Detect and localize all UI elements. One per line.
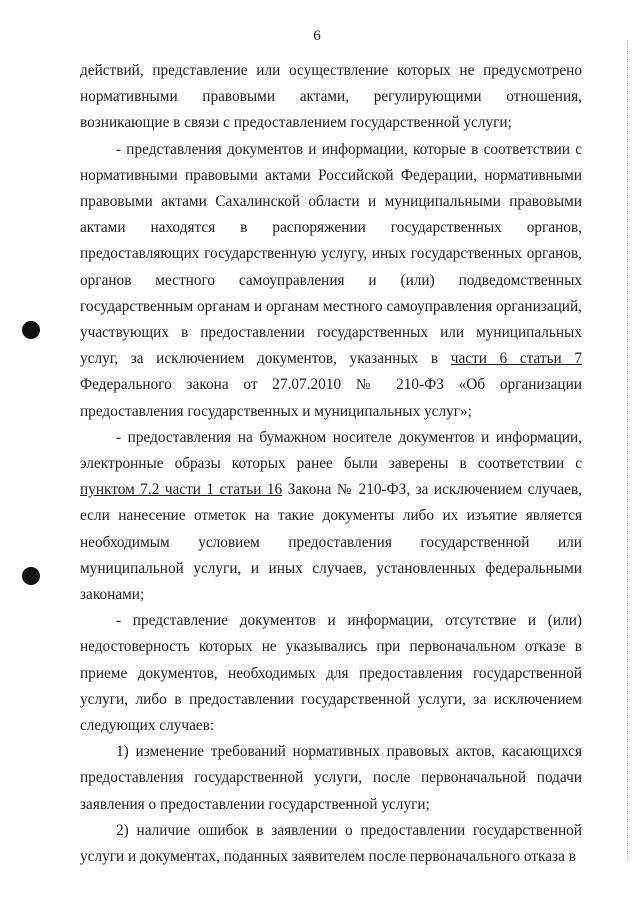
paragraph-text: - предоставления на бумажном носителе документов и информации, электронные образы которых ранее были заверены в соответствии с (80, 428, 582, 473)
paragraph-1 (80, 58, 582, 137)
paragraph-text: - представления документов и информации, которые в соответствии с нормативными правовыми актами Российской Федерации, нормативными правовыми актами Сахалинской области и муниципальными правовыми актами находятся в распоряжении государственных органов, предоставляющих государственную услугу, иных государственных органов, органов местного самоуправления и (или) подведомственных государственным органам и органам местного самоуправления организаций, участвующих в предоставлении государственных или муниципальных услуг, за исключением документов, указанных в (80, 140, 582, 368)
paragraph-text: 2) наличие ошибок в заявлении о предоставлении государственной услуги и документах, поданных заявителем после первоначального отказа в (80, 821, 582, 866)
document-body (80, 58, 582, 870)
paragraph-6 (80, 818, 582, 870)
paragraph-4 (80, 608, 582, 739)
paragraph-text: - представление документов и информации, отсутствие и (или) недостоверность которых не указывались при первоначальном отказе в приеме документов, необходимых для предоставления государственной услуги, либо в предоставлении государственной услуги, за исключением следующих случаев: (80, 612, 582, 735)
page-number: 6 (313, 28, 321, 44)
law-reference-link[interactable]: части 6 статьи 7 (450, 350, 582, 368)
paragraph-2 (80, 137, 582, 425)
scan-edge-artifact (626, 40, 628, 860)
paragraph-text: действий, представление или осуществление которых не предусмотрено нормативными правовыми актами, регулирующими отношения, возникающие в связи с предоставлением государственной услуги; (80, 62, 582, 132)
paragraph-5 (80, 739, 582, 818)
paragraph-text: Закона № 210-ФЗ, за исключением случаев, если нанесение отметок на такие документы либо их изъятие является необходимым условием предоставления государственной или муниципальной услуги, и иных случаев, установленных федеральными законами; (80, 481, 582, 604)
law-reference-link[interactable]: пунктом 7.2 части 1 статьи 16 (80, 481, 283, 499)
paragraph-text: 1) изменение требований нормативных правовых актов, касающихся предоставления государственной услуги, после первоначальной подачи заявления о предоставлении государственной услуги; (80, 743, 582, 813)
punch-hole-mark (22, 321, 40, 339)
punch-hole-mark (22, 567, 40, 585)
paragraph-3 (80, 425, 582, 608)
paragraph-text: Федерального закона от 27.07.2010 № 210-ФЗ «Об организации предоставления государственных и муниципальных услуг»; (80, 376, 582, 420)
